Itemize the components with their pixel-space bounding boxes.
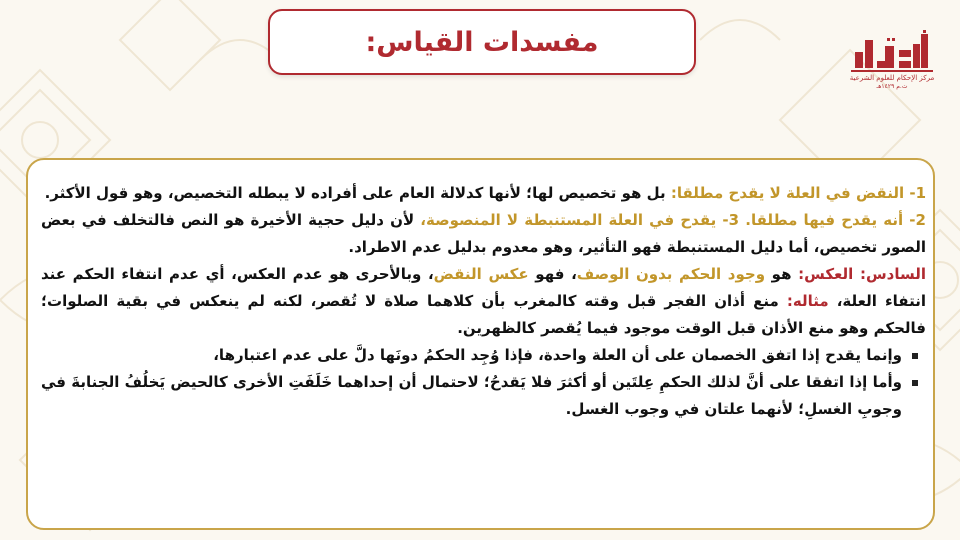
logo-year: ت.م ١٤٢٩هـ [876,83,908,90]
logo-mark-icon [851,30,933,74]
paragraph-2-text: لأن دليل حجية الأخيرة هو النص فالتخلف في بعض الصور تخصيص، أما دليل المستنبطة فهو التأثير، وهو معدوم بدليل عدم الاطراد. [41,211,926,256]
logo [846,30,938,92]
term-a: وجود الحكم بدون الوصف [576,265,766,283]
paragraph-3-text-b: ، فهو [528,265,577,283]
example-text: منع أذان الفجر قبل وقته كالمغرب بأن كلاهما صلاة لا تُقصر، لكنه لم ينعكس في بقية الصلوات؛ فالحكم وهو منع الأذان قبل الوقت موجود فيما يُقصر كالظهرين. [41,292,926,337]
content-text [41,180,926,423]
heading-3: 3- يقدح في العلة المستنبطة لا المنصوصة، [420,211,746,229]
heading-2: 2- أنه يقدح فيها مطلقا. [745,211,926,229]
paragraph-3-text-c: ، وبالأحرى هو عدم العكس، أي عدم انتفاء الحكم عند انتفاء العلة، [41,265,926,310]
content-box [26,158,935,530]
example-label: مثاله: [786,292,829,310]
paragraph-3-text-a: هو [765,265,799,283]
paragraph-1 [41,180,926,207]
heading-sixth: السادس: العكس: [798,265,927,283]
paragraph-2 [41,207,926,261]
paragraph-3 [41,261,926,342]
bullet-list [41,342,926,423]
logo-subtitle: مركز الإحكام للعلوم الشرعية [849,74,935,82]
title-banner [268,9,696,75]
bullet-item-1: وإنما يقدح إذا اتفق الخصمان على أن العلة واحدة، فإذا وُجِد الحكمُ دونَها دلَّ على عدم اعتبارها، [41,342,918,369]
page-title: مفسدات القياس: [365,26,599,58]
paragraph-1-text: بل هو تخصيص لها؛ لأنها كدلالة العام على أفراده لا يبطله التخصيص، وهو قول الأكثر. [44,184,671,202]
bullet-item-2: وأما إذا اتفقا على أنَّ لذلك الحكمِ عِلتَين أو أكثرَ فلا يَقدحُ؛ لاحتمال أن إحداهما خَلَفَتِ الأخرى كالحيض يَخلُفُ الجنابةَ في وجوبِ الغسلِ؛ لأنهما علتان في وجوب الغسل. [41,369,918,423]
term-b: عكس النقض [433,265,529,283]
heading-1: 1- النقض في العلة لا يقدح مطلقا: [670,184,926,202]
